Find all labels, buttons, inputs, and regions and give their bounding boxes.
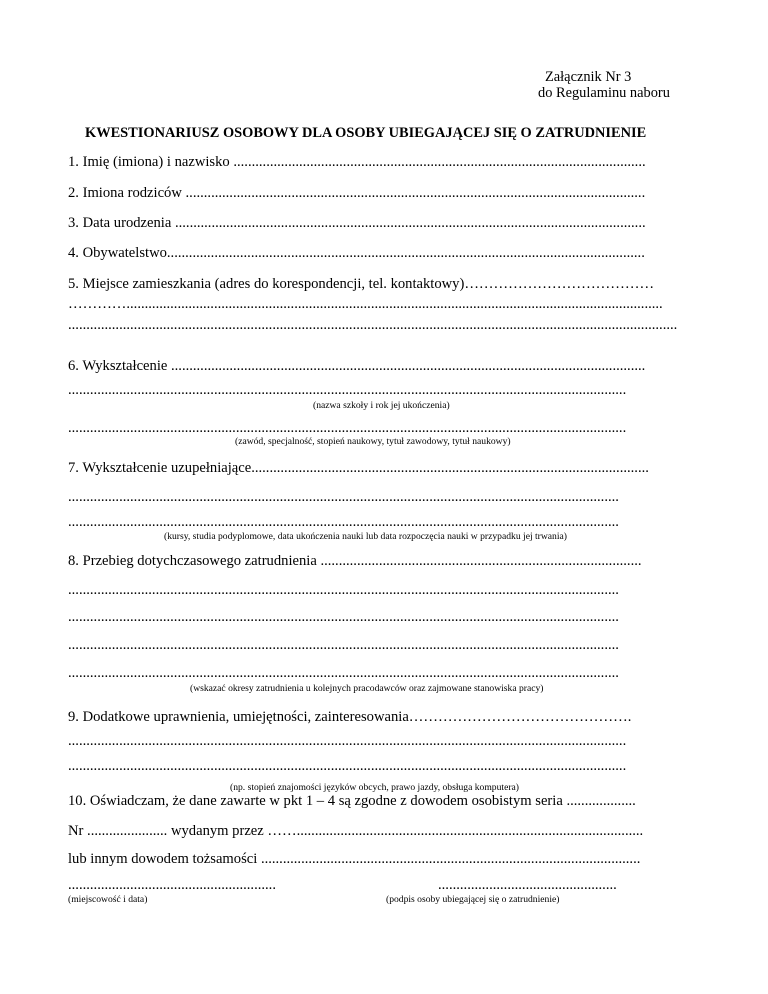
hint-profession: (zawód, specjalność, stopień naukowy, tytuł zawodowy, tytuł naukowy)	[235, 436, 511, 447]
field-employment-line-1: .......................................................................................................................................................	[68, 582, 619, 598]
field-declaration: 10. Oświadczam, że dane zawarte w pkt 1 – 4 są zgodne z dowodem osobistym seria ...................	[68, 793, 636, 809]
field-education: 6. Wykształcenie ..................................................................................................................................	[68, 358, 646, 374]
field-birth-date: 3. Data urodzenia .................................................................................................................................	[68, 215, 646, 231]
annex-line-1: Załącznik Nr 3	[545, 69, 632, 85]
field-id-number: Nr ...................... wydanym przez ……...............................................................................................	[68, 823, 644, 839]
field-address-line-3: .......................................................................................................................................................................	[68, 317, 678, 333]
field-address: 5. Miejsce zamieszkania (adres do korespondencji, tel. kontaktowy)…………………………………	[68, 276, 655, 292]
annex-line-2: do Regulaminu naboru	[538, 85, 670, 101]
field-further-education-line-2: .......................................................................................................................................................	[68, 514, 619, 530]
signature-place-date-line: .........................................................	[68, 877, 276, 893]
field-citizenship: 4. Obywatelstwo...................................................................................................................................	[68, 245, 645, 261]
field-education-line-1: .........................................................................................................................................................	[68, 382, 627, 398]
field-employment-line-2: .......................................................................................................................................................	[68, 609, 619, 625]
signature-applicant-line: .................................................	[438, 877, 617, 893]
signature-place-date-label: (miejscowość i data)	[68, 894, 148, 905]
field-education-line-2: .........................................................................................................................................................	[68, 420, 627, 436]
field-further-education-line-1: .......................................................................................................................................................	[68, 489, 619, 505]
field-parents-names: 2. Imiona rodziców ..............................................................................................................................	[68, 185, 646, 201]
field-additional-skills: 9. Dodatkowe uprawnienia, umiejętności, zainteresowania……………………………………….	[68, 709, 632, 725]
hint-courses: (kursy, studia podyplomowe, data ukończenia nauki lub data rozpoczęcia nauki w przypadku jej trwania)	[164, 531, 567, 542]
field-other-id: lub innym dowodem tożsamości ........................................................................................................	[68, 851, 641, 867]
page-title: KWESTIONARIUSZ OSOBOWY DLA OSOBY UBIEGAJĄCEJ SIĘ O ZATRUDNIENIE	[85, 125, 647, 141]
field-additional-skills-line-2: .........................................................................................................................................................	[68, 758, 627, 774]
field-address-line-2: …………...................................................................................................................................................	[68, 296, 663, 312]
field-employment-history: 8. Przebieg dotychczasowego zatrudnienia ........................................................................................	[68, 553, 642, 569]
field-further-education: 7. Wykształcenie uzupełniające.............................................................................................................	[68, 460, 649, 476]
hint-school-name: (nazwa szkoły i rok jej ukończenia)	[313, 400, 450, 411]
field-employment-line-3: .......................................................................................................................................................	[68, 637, 619, 653]
signature-applicant-label: (podpis osoby ubiegającej się o zatrudnienie)	[386, 894, 560, 905]
field-additional-skills-line-1: .........................................................................................................................................................	[68, 733, 627, 749]
field-employment-line-4: .......................................................................................................................................................	[68, 665, 619, 681]
hint-skills: (np. stopień znajomości języków obcych, prawo jazdy, obsługa komputera)	[230, 782, 519, 793]
hint-employment: (wskazać okresy zatrudnienia u kolejnych pracodawców oraz zajmowane stanowiska pracy)	[190, 683, 544, 694]
field-name: 1. Imię (imiona) i nazwisko .................................................................................................................	[68, 154, 646, 170]
